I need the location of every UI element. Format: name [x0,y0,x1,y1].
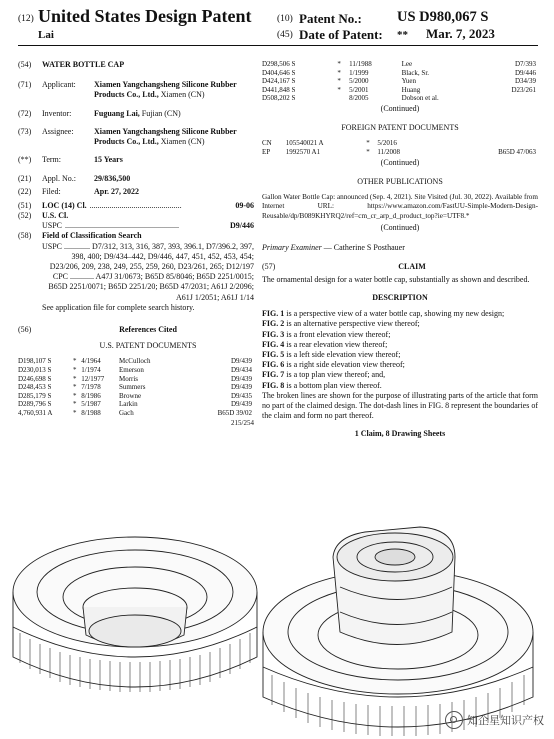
figure-text: is a rear elevation view thereof; [284,339,388,349]
figure-text: is a front elevation view thereof; [284,329,391,339]
reference-cell: EP [262,147,271,156]
reference-cell: D198,107 S [18,357,52,366]
reference-cell: D230,013 S [18,366,52,375]
reference-row [18,357,254,366]
assignee-location: Xiamen (CN) [160,137,205,147]
reference-cell: 11/1988 [349,60,372,68]
continued-2: (Continued) [380,157,420,167]
figure-text: is a top plan view thereof; and, [284,370,386,380]
term-value: 15 Years [94,155,123,165]
patent-date: Mar. 7, 2023 [426,26,495,41]
reference-row [262,69,538,78]
usclass-label: USPC [42,221,63,231]
reference-row [262,77,538,86]
applicant-name: Xiamen Yangchangsheng Silicone Rubber Products Co., Ltd., [94,80,237,100]
reference-cell: D441,848 S [262,85,296,94]
figure-description [262,381,538,391]
usclass-dots: ......................................................... [65,221,180,231]
reference-cell: D7/393 [515,60,536,68]
code-term: (**) [18,155,32,165]
claim-heading: CLAIM [398,261,426,271]
wechat-icon [445,711,463,729]
us-references-table-continued [262,60,538,103]
reference-cell: D9/446 [515,68,536,77]
reference-cell [457,139,538,148]
reference-row [18,392,254,401]
code-54: (54) [18,60,32,69]
references-heading: References Cited [119,325,177,335]
reference-cell: Browne [118,391,142,400]
reference-cell: 7/1978 [81,383,101,392]
assignee-name: Xiamen Yangchangsheng Silicone Rubber Products Co., Ltd., [94,126,237,147]
refs-tail: 215/254 [231,418,254,427]
code-10: (10) [277,14,293,24]
design-title: WATER BOTTLE CAP [42,60,125,69]
code-72: (72) [18,108,32,118]
code-52: (52) [18,211,32,221]
continued-1: (Continued) [380,103,420,113]
reference-cell: 11/2008 [377,147,401,156]
figure-text: is a right side elevation view thereof; [284,360,405,370]
reference-cell: 5/2001 [349,85,369,94]
reference-cell: * [73,357,77,366]
reference-cell [482,94,538,103]
reference-cell: * [337,68,341,77]
reference-cell: D9/439 [231,383,252,392]
see-application: See application file for complete search history. [42,302,195,312]
field-search-label: Field of Classification Search [42,231,142,241]
other-pubs-heading: OTHER PUBLICATIONS [357,176,443,186]
reference-cell: D424,167 S [262,77,296,86]
reference-cell [337,94,349,103]
figure-description [262,319,538,329]
foreign-docs-heading: FOREIGN PATENT DOCUMENTS [341,123,459,133]
reference-row [18,383,254,392]
date-label: Date of Patent: [299,27,383,42]
term-label: Term: [42,155,61,165]
figure-text: is an alternative perspective view thereof; [284,319,420,329]
reference-row [262,94,538,103]
reference-cell: Larkin [118,400,138,409]
reference-cell: CN [262,139,272,148]
us-references-table [18,357,254,417]
figure-number: FIG. 5 [262,350,285,360]
reference-cell: * [337,85,341,94]
right-column [262,60,538,440]
reference-cell: Emerson [118,366,144,375]
figure-number: FIG. 7 [262,370,285,380]
figure-description [262,370,538,380]
reference-cell: B65D 39/02 [217,409,252,418]
figure-number: FIG. 6 [262,360,285,370]
header-rule [18,45,538,46]
claims-sheets: 1 Claim, 8 Drawing Sheets [354,429,446,439]
code-45: (45) [277,30,293,40]
inventor-name: Fuguang Lai, [94,108,140,118]
reference-cell: * [73,391,77,400]
reference-cell: Gach [118,409,134,418]
appl-number: 29/836,500 [94,174,131,184]
examiner-label: Primary Examiner [262,243,322,253]
claim-text: The ornamental design for a water bottle cap, substantially as shown and described. [262,274,530,284]
reference-cell: * [73,383,77,392]
reference-cell: 4/1964 [81,357,101,366]
reference-cell: 8/2005 [349,94,369,103]
code-56: (56) [18,325,32,335]
patent-no-label: Patent No.: [299,11,362,26]
field-uspc: USPC ............. D7/312, 313, 316, 387, 393, 396.1, D7/396.2, 397, 398, 400; D9/434–442, D9/446, 447, 451, 452, 453, 454; D23/206, 209, 238, 249, 255, 259, 260, D23/261, 265; D12/197 [42,241,255,272]
figure-number: FIG. 8 [262,380,285,390]
reference-cell: * [366,147,370,156]
inventor-location: Fujian (CN) [141,108,181,118]
patent-number: US D980,067 S [397,9,489,25]
reference-cell: 5/2016 [377,139,397,148]
reference-cell: D246,698 S [18,374,52,383]
reference-cell: Summers [118,383,146,392]
filed-date: Apr. 27, 2022 [94,186,140,196]
code-12: (12) [18,14,34,24]
code-21: (21) [18,174,32,184]
figure-text: is a perspective view of a water bottle cap, showing my new design; [284,309,505,319]
reference-cell: 1/1974 [81,366,101,375]
continued-3: (Continued) [380,223,420,233]
reference-cell: Black, Sr. [401,68,430,77]
field-cpc: CPC ............ A47J 31/0673; B65D 85/8046; B65D 2251/0015; B65D 2251/0071; B65D 2251/20; B65D 47/2031; A61J 2/2096; A61J 1/2051; A61J 1/14 [48,272,254,302]
loc-label: LOC (14) Cl. [42,200,87,210]
figure-number: FIG. 4 [262,339,285,349]
cap-drawings [0,517,554,739]
examiner-name: — Catherine S Posthauer [323,243,405,253]
document-title: United States Design Patent [38,6,252,26]
foreign-references-table [262,139,538,156]
reference-cell: McCulloch [118,357,151,366]
reference-cell: Yuen [401,77,416,86]
watermark [445,711,544,729]
reference-row [18,375,254,384]
reference-row [18,409,254,418]
reference-cell: Lee [401,60,413,68]
cap-drawing-left [13,537,257,692]
reference-row [262,86,538,95]
cap-drawing-right [263,527,533,736]
reference-cell: D9/435 [231,391,252,400]
code-22: (22) [18,186,32,196]
reference-cell: B65D 47/063 [498,147,536,156]
reference-row [18,400,254,409]
reference-cell: 4,760,931 A [18,409,53,418]
reference-cell: 1992570 A1 [285,147,321,156]
figure-list [262,309,538,391]
reference-cell: * [366,139,370,148]
reference-cell: 12/1977 [81,374,105,383]
reference-cell: * [73,374,77,383]
filed-label: Filed: [42,186,61,196]
figure-description [262,330,538,340]
figure-description [262,360,538,370]
code-57: (57) [262,261,276,271]
code-58: (58) [18,231,32,241]
inventor-label: Inventor: [42,108,72,118]
reference-cell: D248,453 S [18,383,52,392]
reference-cell: D9/434 [231,366,252,375]
reference-cell: Huang [401,85,421,94]
figure-number: FIG. 1 [262,309,285,319]
reference-cell: D9/439 [231,357,252,366]
reference-cell: D34/39 [515,77,536,86]
reference-cell: 105540021 A [285,139,324,148]
reference-cell: 8/1988 [81,409,101,418]
reference-row [262,148,538,157]
reference-cell: D404,646 S [262,68,296,77]
figure-description [262,350,538,360]
reference-row [18,366,254,375]
figure-number: FIG. 3 [262,329,285,339]
code-73: (73) [18,126,32,136]
code-51: (51) [18,200,32,210]
applicant-location: Xiamen (CN) [160,90,205,100]
reference-cell: 8/1986 [81,391,101,400]
reference-cell: D289,796 S [18,400,52,409]
reference-cell: D285,179 S [18,391,52,400]
reference-cell: * [73,400,77,409]
reference-cell: 1/1999 [349,68,369,77]
reference-cell: * [337,60,341,68]
left-column [18,60,254,428]
reference-cell: * [73,409,77,418]
description-heading: DESCRIPTION [372,293,428,302]
code-71: (71) [18,80,32,90]
broken-lines-text: The broken lines are shown for the purpose of illustrating parts of the article that form no part of the claimed design. The dot-dash lines in FIG. 8 represent the boundaries of the claim and form no part thereof. [262,390,539,421]
figure-description [262,340,538,350]
applicant-label: Applicant: [42,80,76,90]
loc-value: 09-06 [235,200,254,210]
figure-text: is a left side elevation view thereof; [284,350,401,360]
assignee-label: Assignee: [42,126,74,136]
reference-cell: 5/1987 [81,400,101,409]
inventor-short: Lai [38,29,54,41]
us-docs-heading: U.S. PATENT DOCUMENTS [99,341,197,351]
usclass-value: D9/446 [230,221,254,231]
reference-cell: Morris [118,374,139,383]
reference-cell: 5/2000 [349,77,369,86]
reference-row [262,60,538,69]
reference-cell: * [73,366,77,375]
date-stars: ** [397,29,408,41]
reference-cell: D9/439 [231,400,252,409]
figure-number: FIG. 2 [262,319,285,329]
other-pubs-text: Gallon Water Bottle Cap: announced (Sep. 4, 2021). Site Visited (Jul. 30, 2022). Available from Internet URL: https://www.amazon.com/FastUU-Simple-Modern-Design-Reusable/dp/B089KHYRQ2/ref=cm_cr_arp_d_product_top?ie=UTF8.* [262,192,538,220]
reference-cell: * [337,77,341,86]
uscl-label: U.S. Cl. [42,211,69,221]
figure-text: is a bottom plan view thereof. [284,380,382,390]
watermark-text: 知企星知识产权 [467,714,544,727]
reference-cell: D9/439 [231,374,252,383]
reference-cell: D508,202 S [262,94,296,103]
reference-row [262,139,538,148]
loc-dots: .............................................. [89,200,182,210]
appl-label: Appl. No.: [42,174,76,184]
reference-cell: Dobson et al. [401,94,439,103]
reference-cell: D23/261 [511,85,536,94]
reference-cell: D298,506 S [262,60,296,68]
figure-description [262,309,538,319]
